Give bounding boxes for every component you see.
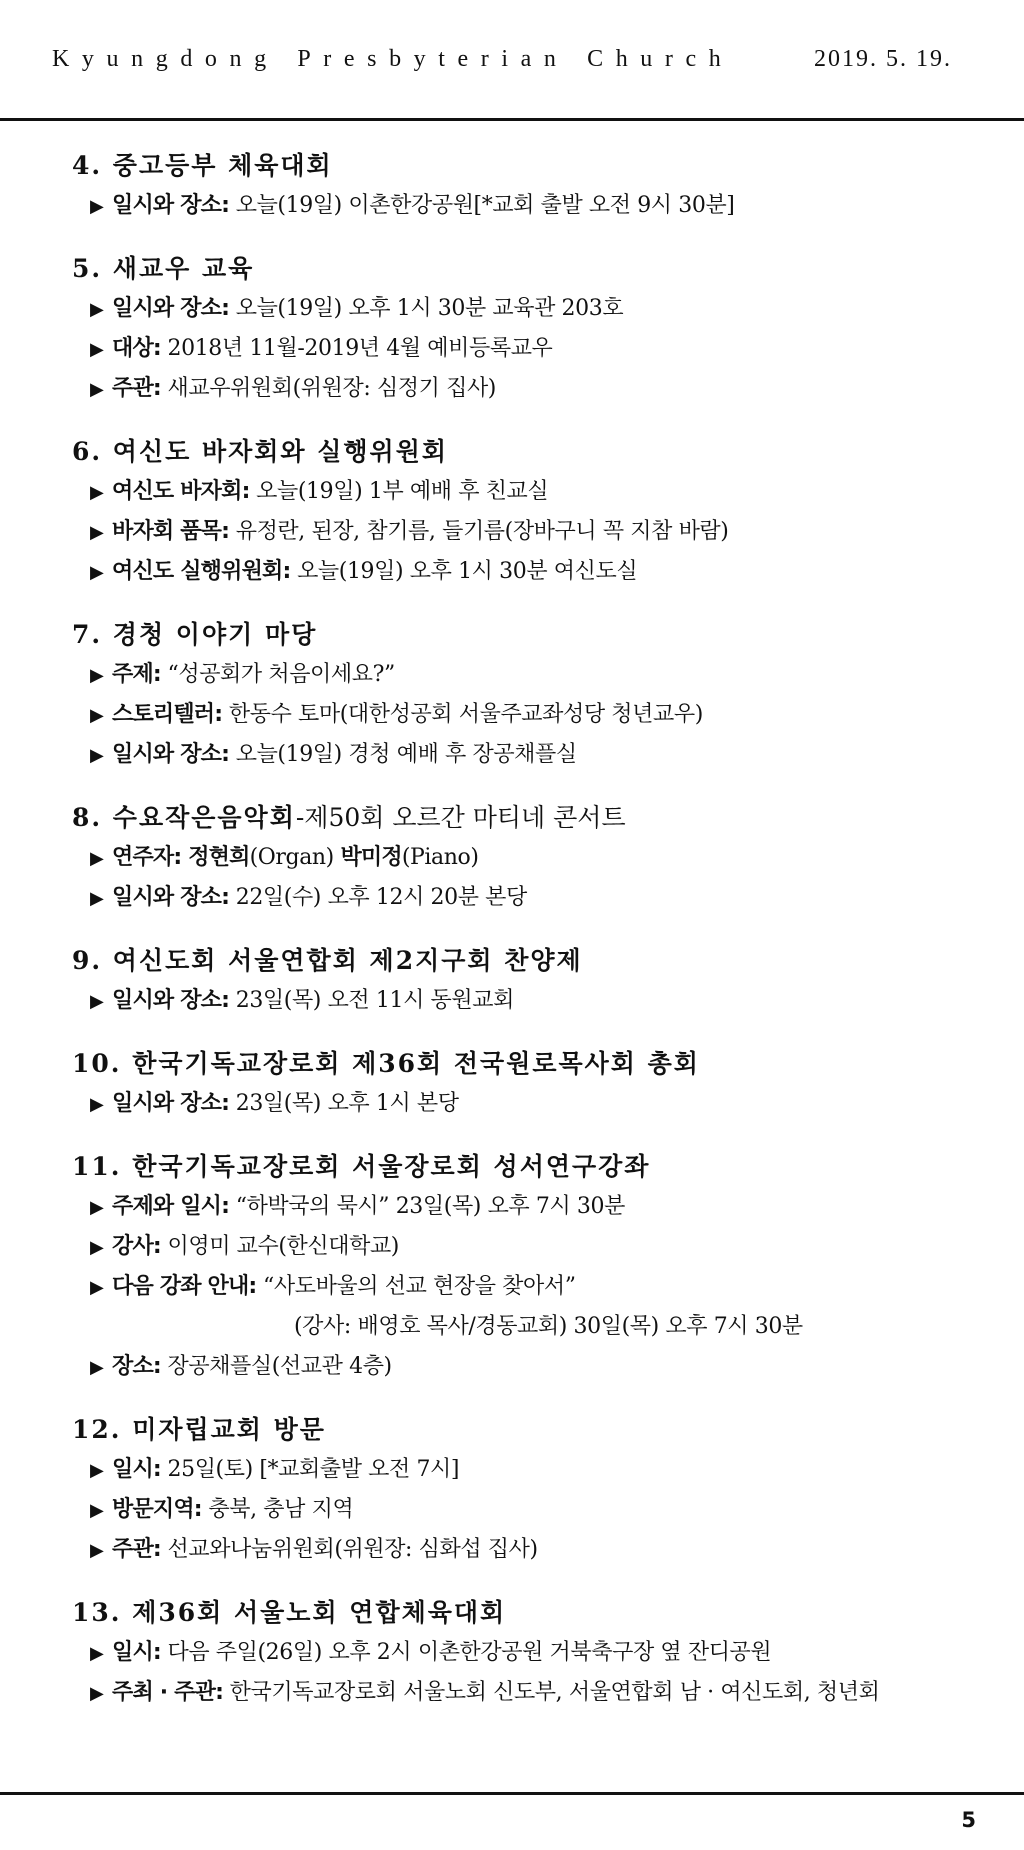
item-text: 유정란, 된장, 참기름, 들기름(장바구니 꼭 지참 바람) bbox=[229, 519, 729, 544]
section-title bbox=[72, 798, 972, 838]
item-line bbox=[72, 329, 972, 369]
item-line bbox=[72, 695, 972, 735]
triangle-right-icon: ▶ bbox=[90, 1197, 104, 1218]
item-label: 일시와 장소: bbox=[112, 742, 230, 767]
triangle-right-icon: ▶ bbox=[90, 1357, 104, 1378]
section-title bbox=[72, 1147, 972, 1187]
section-title-text: 13. 제36회 서울노회 연합체육대회 bbox=[72, 1598, 507, 1627]
item-line bbox=[72, 1227, 972, 1267]
item-text: 오늘(19일) 오후 1시 30분 여신도실 bbox=[290, 559, 638, 584]
section-title bbox=[72, 1410, 972, 1450]
item-text: “하박국의 묵시” 23일(목) 오후 7시 30분 bbox=[229, 1194, 625, 1219]
item-line bbox=[72, 878, 972, 918]
announcement-section bbox=[72, 1147, 972, 1387]
item-line bbox=[72, 1347, 972, 1387]
bulletin-date: 2019. 5. 19. bbox=[814, 46, 952, 72]
item-label: 방문지역: bbox=[112, 1497, 202, 1522]
triangle-right-icon: ▶ bbox=[90, 379, 104, 400]
item-line bbox=[72, 512, 972, 552]
item-text: 오늘(19일) 1부 예배 후 친교실 bbox=[249, 479, 549, 504]
item-line bbox=[72, 1084, 972, 1124]
item-label: 일시와 장소: bbox=[112, 1091, 230, 1116]
section-title bbox=[72, 249, 972, 289]
announcement-section bbox=[72, 432, 972, 592]
item-text: 선교와나눔위원회(위원장: 심화섭 집사) bbox=[160, 1537, 538, 1562]
item-label: 주제: bbox=[112, 662, 161, 687]
item-label: 일시와 장소: bbox=[112, 296, 230, 321]
item-text: 22일(수) 오후 12시 20분 본당 bbox=[229, 885, 527, 910]
section-title bbox=[72, 432, 972, 472]
item-line bbox=[72, 981, 972, 1021]
section-title-text: 5. 새교우 교육 bbox=[72, 254, 255, 283]
section-title bbox=[72, 941, 972, 981]
page-header bbox=[0, 0, 1024, 121]
item-text: 오늘(19일) 경청 예배 후 장공채플실 bbox=[229, 742, 577, 767]
item-label: 주최 · 주관: bbox=[112, 1680, 224, 1705]
section-title-text: 9. 여신도회 서울연합회 제2지구회 찬양제 bbox=[72, 946, 583, 975]
triangle-right-icon: ▶ bbox=[90, 848, 104, 869]
item-label: 일시: bbox=[112, 1457, 161, 1482]
item-line bbox=[72, 1673, 972, 1713]
item-line bbox=[72, 369, 972, 409]
triangle-right-icon: ▶ bbox=[90, 196, 104, 217]
item-line bbox=[72, 1450, 972, 1490]
triangle-right-icon: ▶ bbox=[90, 705, 104, 726]
announcement-section bbox=[72, 941, 972, 1021]
item-line bbox=[72, 472, 972, 512]
triangle-right-icon: ▶ bbox=[90, 888, 104, 909]
triangle-right-icon: ▶ bbox=[90, 1683, 104, 1704]
item-label: 스토리텔러: bbox=[112, 702, 223, 727]
item-label: 박미정 bbox=[340, 845, 402, 870]
triangle-right-icon: ▶ bbox=[90, 522, 104, 543]
section-title-text: 4. 중고등부 체육대회 bbox=[72, 151, 333, 180]
item-line bbox=[72, 1267, 972, 1307]
item-text: 충북, 충남 지역 bbox=[201, 1497, 354, 1522]
item-line bbox=[72, 1490, 972, 1530]
item-text: 한국기독교장로회 서울노회 신도부, 서울연합회 남 · 여신도회, 청년회 bbox=[223, 1680, 880, 1705]
triangle-right-icon: ▶ bbox=[90, 991, 104, 1012]
item-label: 여신도 실행위원회: bbox=[112, 559, 291, 584]
item-line bbox=[72, 289, 972, 329]
item-label: 일시와 장소: bbox=[112, 885, 230, 910]
item-text: 이영미 교수(한신대학교) bbox=[160, 1234, 399, 1259]
announcement-section bbox=[72, 1410, 972, 1570]
item-text: 2018년 11월-2019년 4월 예비등록교우 bbox=[160, 336, 553, 361]
section-title bbox=[72, 1593, 972, 1633]
item-text: “성공회가 처음이세요?” bbox=[160, 662, 395, 687]
item-text: 23일(목) 오후 1시 본당 bbox=[229, 1091, 459, 1116]
item-label: 바자회 품목: bbox=[112, 519, 230, 544]
item-label: 다음 강좌 안내: bbox=[112, 1274, 257, 1299]
item-label: 주관: bbox=[112, 376, 161, 401]
section-title-text: 12. 미자립교회 방문 bbox=[72, 1415, 326, 1444]
item-text: 오늘(19일) 오후 1시 30분 교육관 203호 bbox=[229, 296, 624, 321]
triangle-right-icon: ▶ bbox=[90, 1540, 104, 1561]
triangle-right-icon: ▶ bbox=[90, 299, 104, 320]
page-number: 5 bbox=[961, 1808, 976, 1832]
section-title-suffix: -제50회 오르간 마티네 콘서트 bbox=[295, 803, 626, 832]
section-title-text: 8. 수요작은음악회 bbox=[72, 803, 296, 832]
triangle-right-icon: ▶ bbox=[90, 1460, 104, 1481]
item-label: 대상: bbox=[112, 336, 161, 361]
item-text: 오늘(19일) 이촌한강공원[*교회 출발 오전 9시 30분] bbox=[229, 193, 735, 218]
section-title-text: 10. 한국기독교장로회 제36회 전국원로목사회 총회 bbox=[72, 1049, 700, 1078]
item-text: 다음 주일(26일) 오후 2시 이촌한강공원 거북축구장 옆 잔디공원 bbox=[160, 1640, 772, 1665]
triangle-right-icon: ▶ bbox=[90, 1237, 104, 1258]
triangle-right-icon: ▶ bbox=[90, 1500, 104, 1521]
item-text: 23일(목) 오전 11시 동원교회 bbox=[229, 988, 514, 1013]
item-line bbox=[72, 1187, 972, 1227]
item-label: 연주자: 정현희 bbox=[112, 845, 250, 870]
announcement-section bbox=[72, 249, 972, 409]
triangle-right-icon: ▶ bbox=[90, 745, 104, 766]
triangle-right-icon: ▶ bbox=[90, 482, 104, 503]
item-label: 일시: bbox=[112, 1640, 161, 1665]
item-label: 장소: bbox=[112, 1354, 161, 1379]
triangle-right-icon: ▶ bbox=[90, 562, 104, 583]
item-text: 25일(토) [*교회출발 오전 7시] bbox=[160, 1457, 460, 1482]
item-line bbox=[72, 838, 972, 878]
announcement-section bbox=[72, 615, 972, 775]
section-title bbox=[72, 1044, 972, 1084]
section-title-text: 11. 한국기독교장로회 서울장로회 성서연구강좌 bbox=[72, 1152, 651, 1181]
triangle-right-icon: ▶ bbox=[90, 1277, 104, 1298]
item-text: 새교우위원회(위원장: 심정기 집사) bbox=[160, 376, 496, 401]
item-text: (Organ) bbox=[249, 845, 341, 870]
triangle-right-icon: ▶ bbox=[90, 339, 104, 360]
item-continuation bbox=[72, 1307, 972, 1347]
section-title-text: 7. 경청 이야기 마당 bbox=[72, 620, 318, 649]
item-text: 장공채플실(선교관 4층) bbox=[160, 1354, 392, 1379]
church-name: Kyungdong Presbyterian Church bbox=[52, 46, 734, 72]
announcement-section bbox=[72, 1593, 972, 1713]
item-label: 강사: bbox=[112, 1234, 161, 1259]
item-text: (강사: 배영호 목사/경동교회) 30일(목) 오후 7시 30분 bbox=[294, 1314, 803, 1339]
announcement-section bbox=[72, 1044, 972, 1124]
item-label: 일시와 장소: bbox=[112, 988, 230, 1013]
item-text: “사도바울의 선교 현장을 찾아서” bbox=[256, 1274, 576, 1299]
item-text: 한동수 토마(대한성공회 서울주교좌성당 청년교우) bbox=[222, 702, 703, 727]
announcement-section bbox=[72, 146, 972, 226]
item-label: 여신도 바자회: bbox=[112, 479, 250, 504]
announcement-list bbox=[72, 146, 972, 1736]
item-line bbox=[72, 735, 972, 775]
item-line bbox=[72, 186, 972, 226]
triangle-right-icon: ▶ bbox=[90, 1094, 104, 1115]
item-label: 주제와 일시: bbox=[112, 1194, 230, 1219]
footer-divider bbox=[0, 1792, 1024, 1795]
item-label: 일시와 장소: bbox=[112, 193, 230, 218]
item-line bbox=[72, 1633, 972, 1673]
section-title-text: 6. 여신도 바자회와 실행위원회 bbox=[72, 437, 449, 466]
announcement-section bbox=[72, 798, 972, 918]
section-title bbox=[72, 146, 972, 186]
item-line bbox=[72, 655, 972, 695]
item-label: 주관: bbox=[112, 1537, 161, 1562]
item-line bbox=[72, 1530, 972, 1570]
triangle-right-icon: ▶ bbox=[90, 665, 104, 686]
section-title bbox=[72, 615, 972, 655]
item-line bbox=[72, 552, 972, 592]
item-text: (Piano) bbox=[401, 845, 479, 870]
triangle-right-icon: ▶ bbox=[90, 1643, 104, 1664]
